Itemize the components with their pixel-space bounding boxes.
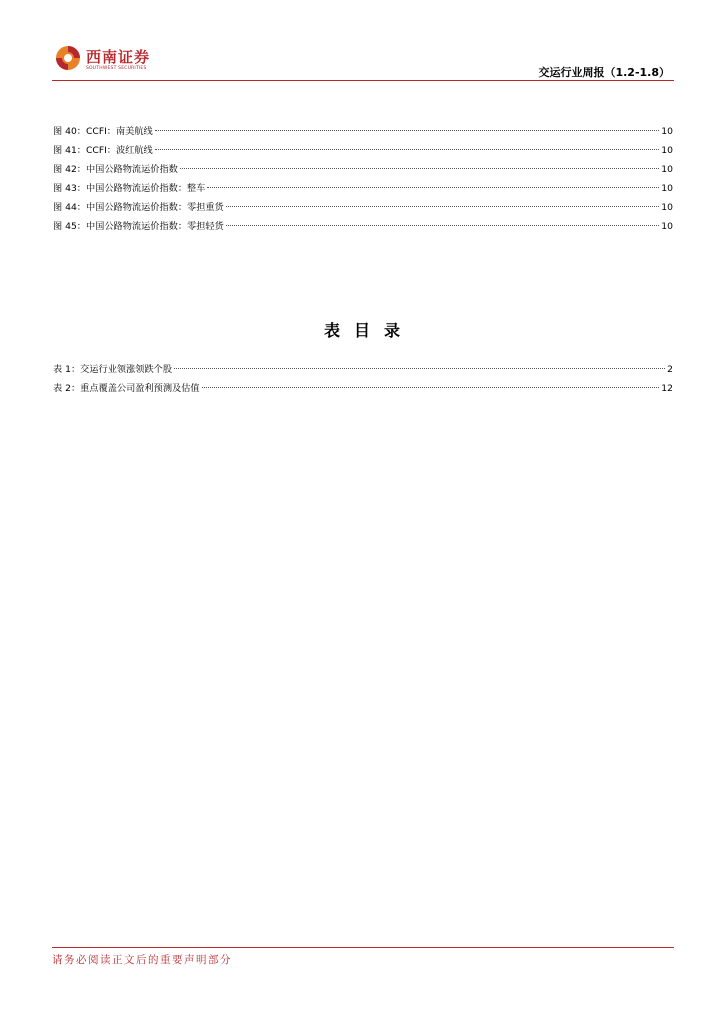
toc-entry-label: 图 40：CCFI：南美航线 xyxy=(53,126,153,137)
toc-entry-label: 图 43：中国公路物流运价指数：整车 xyxy=(53,183,206,194)
disclaimer-note: 请务必阅读正文后的重要声明部分 xyxy=(52,954,232,966)
toc-entry-page: 2 xyxy=(667,364,673,375)
toc-dot-leader xyxy=(207,187,659,188)
toc-entry-figure-40[interactable] xyxy=(53,122,673,141)
toc-entry-label: 图 41：CCFI：波红航线 xyxy=(53,145,153,156)
header-divider xyxy=(52,80,674,81)
toc-entry-figure-42[interactable] xyxy=(53,160,673,179)
toc-entry-figure-43[interactable] xyxy=(53,179,673,198)
toc-entry-label: 图 44：中国公路物流运价指数：零担重货 xyxy=(53,202,224,213)
toc-dot-leader xyxy=(180,168,659,169)
toc-entry-label: 图 45：中国公路物流运价指数：零担轻货 xyxy=(53,221,224,232)
toc-dot-leader xyxy=(202,387,660,388)
page-header xyxy=(52,42,674,82)
report-title: 交运行业周报（1.2-1.8） xyxy=(538,66,670,79)
toc-entry-page: 10 xyxy=(661,183,673,194)
footer-divider xyxy=(52,947,674,948)
toc-entry-page: 10 xyxy=(661,126,673,137)
toc-entry-page: 12 xyxy=(661,383,673,394)
table-toc-list xyxy=(53,360,673,398)
toc-dot-leader xyxy=(226,206,659,207)
toc-dot-leader xyxy=(226,225,659,226)
company-logo xyxy=(52,42,182,76)
toc-entry-page: 10 xyxy=(661,202,673,213)
toc-entry-figure-41[interactable] xyxy=(53,141,673,160)
toc-dot-leader xyxy=(174,368,665,369)
toc-entry-page: 10 xyxy=(661,221,673,232)
table-toc-heading: 表目录 xyxy=(323,321,414,340)
toc-entry-page: 10 xyxy=(661,164,673,175)
toc-entry-label: 表 1：交运行业领涨领跌个股 xyxy=(53,364,173,375)
figure-toc-list xyxy=(53,122,673,236)
toc-dot-leader xyxy=(155,149,660,150)
southwest-securities-logo-icon xyxy=(55,45,81,71)
toc-entry-figure-44[interactable] xyxy=(53,198,673,217)
toc-dot-leader xyxy=(155,130,660,131)
logo-english-name: SOUTHWEST SECURITIES xyxy=(86,66,147,71)
toc-entry-page: 10 xyxy=(661,145,673,156)
toc-entry-figure-45[interactable] xyxy=(53,217,673,236)
toc-entry-table-1[interactable] xyxy=(53,360,673,379)
toc-entry-label: 图 42：中国公路物流运价指数 xyxy=(53,164,178,175)
toc-entry-label: 表 2：重点覆盖公司盈利预测及估值 xyxy=(53,383,200,394)
toc-entry-table-2[interactable] xyxy=(53,379,673,398)
logo-chinese-name: 西南证券 xyxy=(86,48,151,66)
